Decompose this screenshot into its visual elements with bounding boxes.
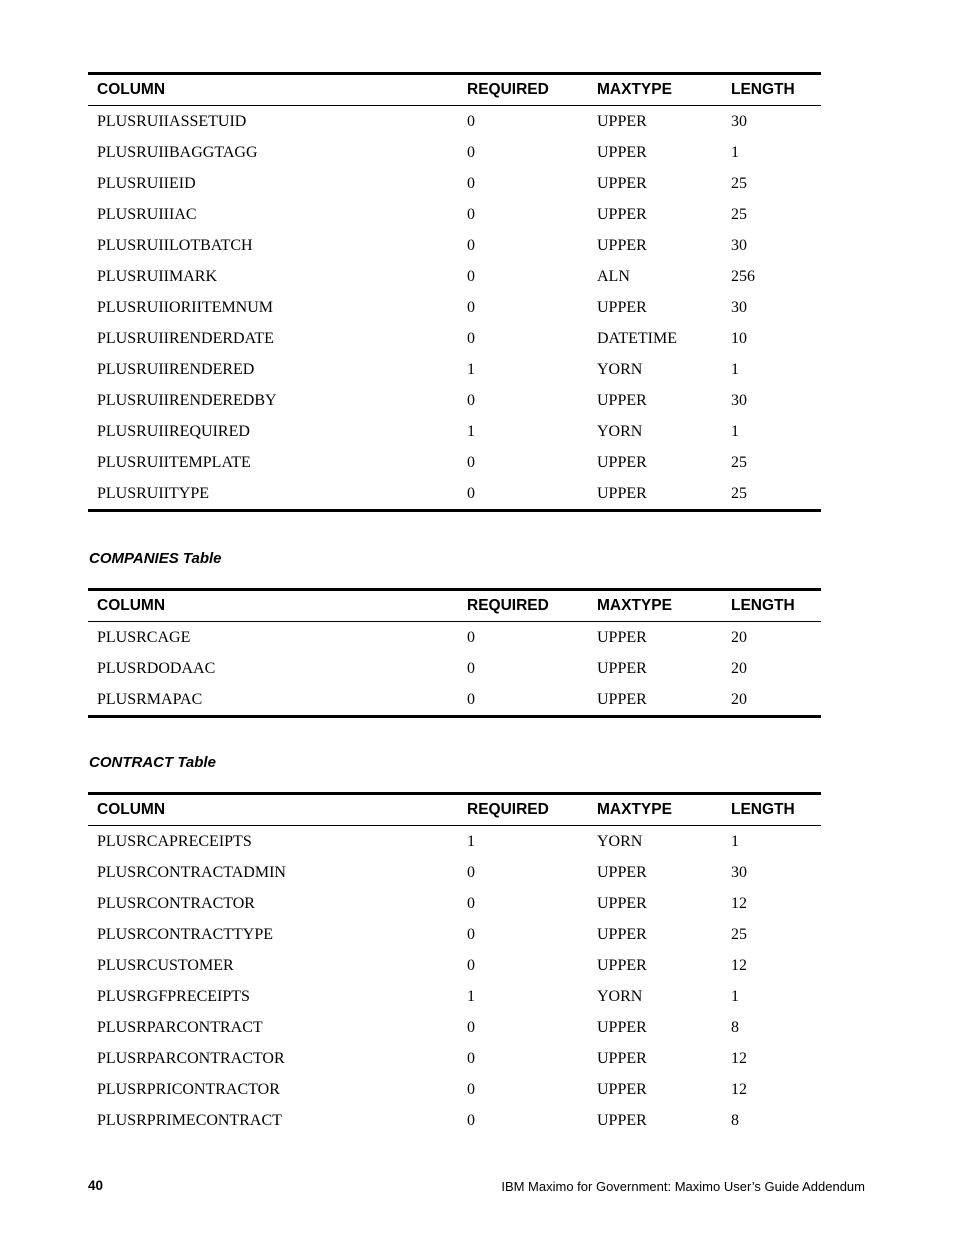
table-cell: UPPER: [597, 143, 647, 161]
table-cell: 0: [467, 659, 475, 677]
table-cell: PLUSRUIIRENDERDATE: [97, 329, 274, 347]
table-header-row: [88, 794, 821, 826]
table-cell: UPPER: [597, 205, 647, 223]
table-cell: 25: [731, 453, 747, 471]
table-contract: [88, 792, 821, 1136]
table-cell: 0: [467, 267, 475, 285]
table-cell: 12: [731, 894, 747, 912]
column-header: MAXTYPE: [588, 590, 722, 622]
table-cell: 0: [467, 174, 475, 192]
table-cell: UPPER: [597, 659, 647, 677]
table-cell: 0: [467, 329, 475, 347]
table-cell: 25: [731, 174, 747, 192]
table-cell: YORN: [597, 422, 643, 440]
running-footer-title: IBM Maximo for Government: Maximo User’s Guide Addendum: [501, 1179, 865, 1194]
column-header: MAXTYPE: [588, 794, 722, 826]
table-row: [88, 199, 821, 230]
column-header: LENGTH: [722, 794, 821, 826]
table-cell: PLUSRUIIRENDERED: [97, 360, 255, 378]
table-row: [88, 323, 821, 354]
table-cell: PLUSRUIITEMPLATE: [97, 453, 251, 471]
table-row: [88, 826, 821, 858]
table-cell: 0: [458, 684, 588, 717]
table-cell: 0: [467, 956, 475, 974]
table-cell: 0: [467, 894, 475, 912]
table-cell: 1: [731, 832, 739, 850]
table-row: [88, 981, 821, 1012]
table-cell: PLUSRUIIBAGGTAGG: [97, 143, 258, 161]
table-cell: UPPER: [597, 628, 647, 646]
table-cell: 30: [731, 863, 747, 881]
column-header: COLUMN: [88, 590, 458, 622]
table-cell: 8: [731, 1018, 739, 1036]
table-cell: PLUSRMAPAC: [88, 684, 458, 717]
table-row: [88, 950, 821, 981]
table-cell: 30: [731, 236, 747, 254]
table-cell: PLUSRCAGE: [97, 628, 191, 646]
table-cell: PLUSRCUSTOMER: [97, 956, 234, 974]
table-cell: 25: [731, 205, 747, 223]
table-cell: UPPER: [597, 1111, 647, 1129]
column-header: COLUMN: [88, 794, 458, 826]
table-row: [88, 684, 821, 717]
table-cell: UPPER: [588, 684, 722, 717]
page-number: 40: [88, 1178, 104, 1193]
table-cell: PLUSRPRICONTRACTOR: [97, 1080, 280, 1098]
table-row: [88, 261, 821, 292]
table-cell: UPPER: [597, 894, 647, 912]
table-row: [88, 478, 821, 511]
table-row: [88, 1043, 821, 1074]
table-cell: UPPER: [597, 236, 647, 254]
column-header: REQUIRED: [458, 590, 588, 622]
table-cell: 1: [467, 360, 475, 378]
table-cell: 12: [731, 956, 747, 974]
table-cell: UPPER: [597, 863, 647, 881]
table-cell: 20: [731, 628, 747, 646]
table-cell: 0: [458, 478, 588, 511]
table-cell: PLUSRUIITYPE: [88, 478, 458, 511]
table-cell: 25: [731, 925, 747, 943]
table-cell: UPPER: [597, 1049, 647, 1067]
column-header: REQUIRED: [458, 74, 588, 106]
table-row: [88, 1074, 821, 1105]
table-cell: 0: [467, 143, 475, 161]
table-plusruii-columns: [88, 72, 821, 512]
table-row: [88, 230, 821, 261]
table-cell: 30: [731, 298, 747, 316]
table-cell: 0: [467, 298, 475, 316]
table-cell: 0: [467, 391, 475, 409]
table-cell: PLUSRUIIMARK: [97, 267, 218, 285]
table-cell: PLUSRCONTRACTOR: [97, 894, 255, 912]
table-cell: PLUSRCONTRACTADMIN: [97, 863, 286, 881]
table-cell: 1: [467, 987, 475, 1005]
table-cell: 0: [467, 1111, 475, 1129]
table-cell: UPPER: [597, 453, 647, 471]
column-header: LENGTH: [722, 74, 821, 106]
table-cell: 0: [467, 1080, 475, 1098]
table-cell: PLUSRPARCONTRACT: [97, 1018, 263, 1036]
table-cell: UPPER: [597, 298, 647, 316]
table-cell: 1: [731, 143, 739, 161]
table-row: [88, 106, 821, 138]
table-caption-companies: COMPANIES Table: [89, 550, 222, 567]
table-cell: 1: [467, 832, 475, 850]
table-cell: PLUSRPRIMECONTRACT: [97, 1111, 282, 1129]
table-cell: 12: [731, 1049, 747, 1067]
column-header: MAXTYPE: [588, 74, 722, 106]
table-cell: 12: [731, 1080, 747, 1098]
table-cell: 20: [722, 684, 821, 717]
table-cell: 0: [467, 925, 475, 943]
table-cell: 0: [467, 1049, 475, 1067]
table-cell: 1: [467, 422, 475, 440]
table-cell: 30: [731, 391, 747, 409]
table-cell: UPPER: [597, 174, 647, 192]
table-cell: UPPER: [597, 925, 647, 943]
table-cell: UPPER: [597, 112, 647, 130]
table-cell: 0: [467, 453, 475, 471]
table-caption-contract: CONTRACT Table: [89, 754, 216, 771]
table-cell: PLUSRCONTRACTTYPE: [97, 925, 274, 943]
table-cell: UPPER: [597, 391, 647, 409]
table-cell: 8: [731, 1111, 739, 1129]
table-cell: 256: [731, 267, 755, 285]
table-cell: 10: [731, 329, 747, 347]
table-cell: UPPER: [597, 956, 647, 974]
table-cell: ALN: [597, 267, 630, 285]
table-cell: DATETIME: [597, 329, 677, 347]
table-cell: YORN: [597, 360, 643, 378]
table-row: [88, 137, 821, 168]
table-row: [88, 385, 821, 416]
table-cell: YORN: [597, 987, 643, 1005]
table-header-row: [88, 590, 821, 622]
table-cell: 0: [467, 236, 475, 254]
table-header-row: [88, 74, 821, 106]
table-cell: 30: [731, 112, 747, 130]
table-cell: 0: [467, 628, 475, 646]
table-cell: 0: [467, 205, 475, 223]
table-row: [88, 1105, 821, 1136]
table-row: [88, 447, 821, 478]
table-cell: 0: [467, 1018, 475, 1036]
table-cell: PLUSRPARCONTRACTOR: [97, 1049, 285, 1067]
table-row: [88, 292, 821, 323]
table-cell: PLUSRCAPRECEIPTS: [97, 832, 252, 850]
table-cell: 25: [722, 478, 821, 511]
table-cell: PLUSRUIIREQUIRED: [97, 422, 250, 440]
table-companies: [88, 588, 821, 718]
table-cell: 1: [731, 422, 739, 440]
table-cell: PLUSRUIIASSETUID: [97, 112, 247, 130]
table-cell: PLUSRUIIRENDEREDBY: [97, 391, 277, 409]
table-cell: 1: [731, 987, 739, 1005]
table-cell: PLUSRUIIORIITEMNUM: [97, 298, 273, 316]
table-cell: 20: [731, 659, 747, 677]
table-row: [88, 354, 821, 385]
table-row: [88, 919, 821, 950]
table-row: [88, 653, 821, 684]
table-cell: PLUSRUIIEID: [97, 174, 196, 192]
table-row: [88, 622, 821, 654]
table-row: [88, 1012, 821, 1043]
table-cell: YORN: [597, 832, 643, 850]
table-cell: 1: [731, 360, 739, 378]
column-header: REQUIRED: [458, 794, 588, 826]
table-row: [88, 857, 821, 888]
table-row: [88, 888, 821, 919]
table-row: [88, 168, 821, 199]
table-cell: UPPER: [588, 478, 722, 511]
table-row: [88, 416, 821, 447]
table-cell: PLUSRDODAAC: [97, 659, 216, 677]
table-cell: PLUSRUIILOTBATCH: [97, 236, 253, 254]
table-cell: UPPER: [597, 1018, 647, 1036]
table-cell: PLUSRUIIIAC: [97, 205, 197, 223]
table-cell: PLUSRGFPRECEIPTS: [97, 987, 250, 1005]
table-cell: 0: [467, 863, 475, 881]
column-header: LENGTH: [722, 590, 821, 622]
table-cell: 0: [467, 112, 475, 130]
column-header: COLUMN: [88, 74, 458, 106]
table-cell: UPPER: [597, 1080, 647, 1098]
